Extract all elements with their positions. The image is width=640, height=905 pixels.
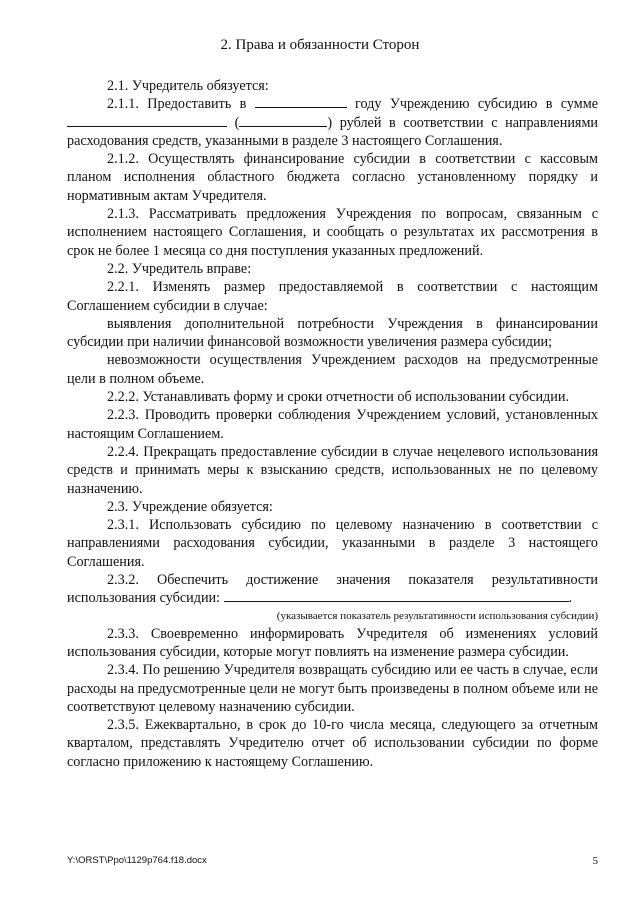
paragraph-2-2-1-item-1: выявления дополнительной потребности Учреждения в финансировании субсидии при наличии финансовой возможности увеличения размера субсидии; — [67, 315, 598, 351]
paragraph-2-2-1-item-2: невозможности осуществления Учреждением расходов на предусмотренные цели в полном объеме. — [67, 352, 598, 387]
paragraph-2-3-5: 2.3.5. Ежеквартально, в срок до 10-го числа месяца, следующего за отчетным кварталом, представлять Учредителю отчет об использовании субсидии по форме согласно приложению к настоящему Соглашению. — [67, 717, 598, 770]
paragraph-2-2-3: 2.2.3. Проводить проверки соблюдения Учреждением условий, установленных настоящим Соглашением. — [67, 407, 598, 442]
file-path: Y:\ORST\Ppo\1129p764.f18.docx — [67, 855, 207, 866]
year-blank — [255, 95, 347, 108]
paragraph-2-2-1: 2.2.1. Изменять размер предоставляемой в соответствии с настоящим Соглашением субсидии в случае: — [67, 279, 598, 314]
paragraph-2-1-1-end: ) рублей в соответствии с направлениями расходования средств, указанными в разделе 3 настоящего Соглашения. — [67, 114, 599, 149]
paragraph-2-3-2-end: . — [568, 590, 573, 607]
paragraph-2-2: 2.2. Учредитель вправе: — [107, 260, 252, 277]
paragraph-2-2-2: 2.2.2. Устанавливать форму и сроки отчетности об использовании субсидии. — [107, 389, 569, 406]
paragraph-2-1-1-start: 2.1.1. Предоставить в — [107, 96, 247, 113]
paragraph-2-1-1 — [67, 95, 598, 150]
paragraph-2-1-1-mid: году Учреждению субсидию в сумме — [355, 96, 599, 113]
page-footer — [67, 855, 598, 866]
paragraph-2-3-3: 2.3.3. Своевременно информировать Учредителя об изменениях условий использования субсидии, которые могут повлиять на изменение размера субсидии. — [67, 625, 598, 660]
paragraph-2-3-1: 2.3.1. Использовать субсидию по целевому назначению в соответствии с направлениями расходования субсидии, указанными в разделе 3 настоящего Соглашения. — [67, 517, 598, 570]
paragraph-2-1-3: 2.1.3. Рассматривать предложения Учреждения по вопросам, связанным с исполнением настоящего Соглашения, и сообщать о результатах их рассмотрения в срок не более 1 месяца со дня поступления указанных предложений. — [67, 206, 598, 259]
indicator-note: (указывается показатель результативности использования субсидии) — [276, 609, 598, 622]
paragraph-2-1: 2.1. Учредитель обязуется: — [107, 78, 269, 94]
paragraph-2-3-2 — [67, 571, 598, 608]
section-title: 2. Права и обязанности Сторон — [220, 37, 420, 53]
paragraph-2-2-4: 2.2.4. Прекращать предоставление субсидии в случае нецелевого использования средств и принимать меры к взысканию средств, использованных не по целевому назначению. — [67, 443, 598, 497]
paragraph-2-1-1-paren: ( — [234, 114, 240, 131]
paragraph-2-3-4: 2.3.4. По решению Учредителя возвращать субсидию или ее часть в случае, если расходы на предусмотренные цели не могут быть произведены в полном объеме или не соответствуют целевому назначению субсидии. — [67, 662, 598, 715]
amount-words-blank — [239, 114, 327, 127]
indicator-blank — [224, 589, 569, 602]
paragraph-2-3-2-text: 2.3.2. Обеспечить достижение значения показателя результативности использования субсидии: — [67, 572, 598, 607]
paragraph-2-1-2: 2.1.2. Осуществлять финансирование субсидии в соответствии с кассовым планом исполнения областного бюджета согласно установленному порядку и нормативным актам Учредителя. — [67, 151, 598, 204]
amount-blank — [67, 114, 227, 127]
document-body — [67, 77, 598, 771]
page-number: 5 — [592, 855, 598, 867]
paragraph-2-3: 2.3. Учреждение обязуется: — [107, 498, 273, 515]
